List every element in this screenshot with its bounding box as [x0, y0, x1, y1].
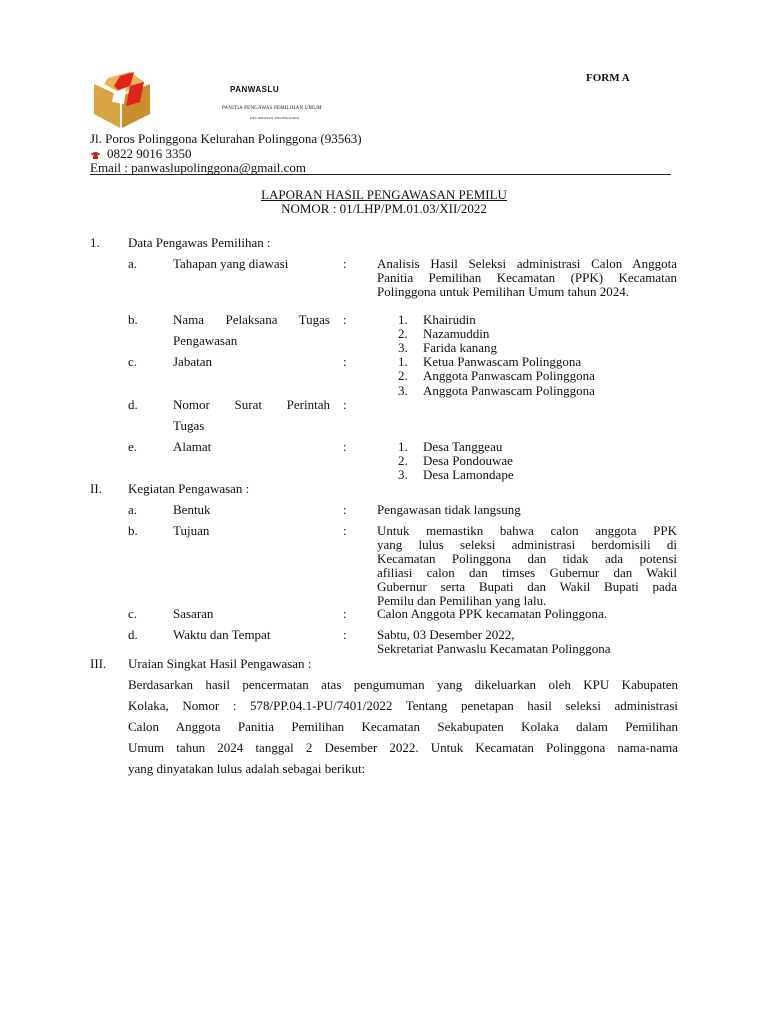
s1a-label: Tahapan yang diawasi	[173, 256, 289, 271]
s1e-item-1-num: 1.	[398, 439, 408, 454]
s1c-item-3: Anggota Panwascam Polinggona	[423, 383, 595, 398]
s1e-letter: e.	[128, 439, 138, 454]
s2b-value-line2: yang lulus seleksi administrasi berdomisili di	[377, 537, 677, 552]
s1e-label: Alamat	[173, 439, 212, 454]
s1a-colon: :	[343, 256, 347, 271]
s2c-letter: c.	[128, 606, 138, 621]
s2b-letter: b.	[128, 523, 138, 538]
s1e-colon: :	[343, 439, 347, 454]
s2d-value-line2: Sekretariat Panwaslu Kecamatan Polinggona	[377, 641, 611, 656]
phone-icon	[90, 151, 101, 159]
s2a-label: Bentuk	[173, 502, 211, 517]
s1e-item-3: Desa Lamondape	[423, 467, 514, 482]
s1b-label-line2: Pengawasan	[173, 333, 238, 348]
phone-number: 0822 9016 3350	[107, 146, 192, 161]
section1-heading: Data Pengawas Pemilihan :	[128, 235, 271, 250]
section2-heading: Kegiatan Pengawasan :	[128, 481, 250, 496]
org-subtitle: PANITIA PENGAWAS PEMILIHAN UMUM	[222, 106, 322, 111]
s1d-letter: d.	[128, 397, 138, 412]
s2c-colon: :	[343, 606, 347, 621]
s1c-item-2: Anggota Panwascam Polinggona	[423, 368, 595, 383]
s2b-label: Tujuan	[173, 523, 210, 538]
s1d-colon: :	[343, 397, 347, 412]
s1b-item-2-num: 2.	[398, 326, 408, 341]
s3-paragraph-line1: Berdasarkan hasil pencermatan atas pengumuman yang dikeluarkan oleh KPU Kabupaten	[128, 677, 678, 692]
s1c-item-1: Ketua Panwascam Polinggona	[423, 354, 582, 369]
section2-number: II.	[90, 481, 102, 496]
s1b-item-2: Nazamuddin	[423, 326, 490, 341]
s1b-item-3: Farida kanang	[423, 340, 498, 355]
s1d-label-line1: Nomor Surat Perintah	[173, 397, 330, 412]
s1e-item-2: Desa Pondouwae	[423, 453, 513, 468]
section3-number: III.	[90, 656, 107, 671]
s2b-colon: :	[343, 523, 347, 538]
s3-paragraph-line2: Kolaka, Nomor : 578/PP.04.1-PU/7401/2022 Tentang penetapan hasil seleksi administrasi	[128, 698, 678, 713]
s2b-value-line3: Kecamatan Polinggona dan tidak ada potensi	[377, 551, 677, 566]
s1b-label-line1: Nama Pelaksana Tugas	[173, 312, 330, 327]
s1e-item-1: Desa Tanggeau	[423, 439, 503, 454]
s2b-value-line5: Gubernur serta Bupati dan Wakil Bupati pada	[377, 579, 677, 594]
s2d-letter: d.	[128, 627, 138, 642]
s2b-value-line6: Pemilu dan Pemilihan yang lalu.	[377, 593, 547, 608]
s3-paragraph-line4: Umum tahun 2024 tanggal 2 Desember 2022. Untuk Kecamatan Polinggona nama-nama	[128, 740, 678, 755]
s3-paragraph-line3: Calon Anggota Panitia Pemilihan Kecamatan Sekabupaten Kolaka dalam Pemilihan	[128, 719, 678, 734]
s1d-label-line2: Tugas	[173, 418, 205, 433]
s2d-value-line1: Sabtu, 03 Desember 2022,	[377, 627, 515, 642]
s1e-item-2-num: 2.	[398, 453, 408, 468]
s1c-colon: :	[343, 354, 347, 369]
s1b-item-1-num: 1.	[398, 312, 408, 327]
s1e-item-3-num: 3.	[398, 467, 408, 482]
s1c-item-2-num: 2.	[398, 368, 408, 383]
s2a-value: Pengawasan tidak langsung	[377, 502, 521, 517]
org-subtitle-2: KECAMATAN POLINGGONA	[250, 116, 300, 120]
s1b-letter: b.	[128, 312, 138, 327]
org-name: PANWASLU	[230, 85, 280, 94]
s2d-colon: :	[343, 627, 347, 642]
s2a-letter: a.	[128, 502, 138, 517]
s1c-item-1-num: 1.	[398, 354, 408, 369]
s2c-value: Calon Anggota PPK kecamatan Polinggona.	[377, 606, 608, 621]
s1a-letter: a.	[128, 256, 138, 271]
s2b-value-line1: Untuk memastikn bahwa calon anggota PPK	[377, 523, 677, 538]
panwaslu-logo	[90, 72, 154, 128]
section1-number: 1.	[90, 235, 100, 250]
header-divider	[90, 174, 671, 175]
s1b-item-3-num: 3.	[398, 340, 408, 355]
s1c-item-3-num: 3.	[398, 383, 408, 398]
s2a-colon: :	[343, 502, 347, 517]
s3-paragraph-line5: yang dinyatakan lulus adalah sebagai berikut:	[128, 761, 366, 776]
s1c-label: Jabatan	[173, 354, 212, 369]
s1c-letter: c.	[128, 354, 138, 369]
report-title: LAPORAN HASIL PENGAWASAN PEMILU	[261, 187, 507, 202]
s1a-value: Analisis Hasil Seleksi administrasi Calon Anggota Panitia Pemilihan Kecamatan (PPK) Kecamatan Polinggona untuk Pemilihan Umum tahun 2024.	[377, 256, 677, 299]
s1b-item-1: Khairudin	[423, 312, 476, 327]
email-line: Email : panwaslupolinggona@gmail.com	[90, 160, 306, 175]
form-label: FORM A	[586, 72, 630, 84]
s2b-value-line4: afiliasi calon dan timses Gubernur dan Wakil	[377, 565, 677, 580]
section3-heading: Uraian Singkat Hasil Pengawasan :	[128, 656, 312, 671]
s2d-label: Waktu dan Tempat	[173, 627, 271, 642]
address-line: Jl. Poros Polinggona Kelurahan Polinggona (93563)	[90, 131, 362, 146]
s2c-label: Sasaran	[173, 606, 214, 621]
phone-line	[90, 147, 192, 161]
s1b-colon: :	[343, 312, 347, 327]
report-number: NOMOR : 01/LHP/PM.01.03/XII/2022	[281, 201, 487, 216]
